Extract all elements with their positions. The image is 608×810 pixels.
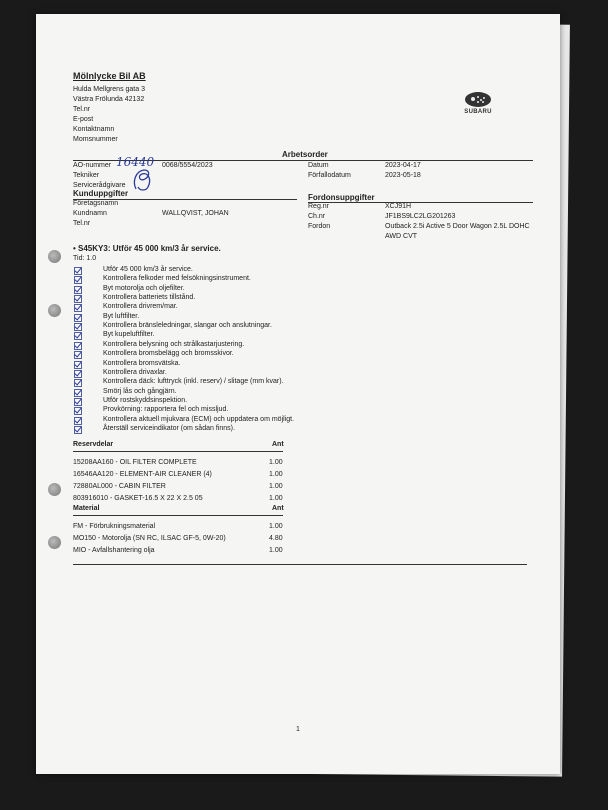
service-item: Kontrollera drivaxlar. (103, 368, 167, 376)
company-name: Mölnlycke Bil AB (73, 71, 146, 81)
punch-hole (48, 536, 61, 549)
chassis-number-label: Ch.nr (308, 213, 326, 220)
vehicle-model-line1: Outback 2.5i Active 5 Door Wagon 2.5L DOHC (385, 223, 530, 230)
service-item: Kontrollera felkoder med felsökningsinstrument. (103, 275, 251, 283)
service-item: Kontrollera drivrem/mar. (103, 303, 178, 311)
service-item: Kontrollera belysning och strålkastarjustering. (103, 340, 245, 348)
parts-qty-heading: Ant (272, 441, 284, 448)
parts-row-quantity: 1.00 (269, 483, 283, 490)
checkbox-checked (74, 407, 82, 415)
customer-tel-label: Tel.nr (73, 220, 91, 227)
service-item: Utför 45 000 km/3 år service. (103, 266, 193, 273)
service-item: Smörj lås och gångjärn. (103, 387, 177, 395)
material-row-description: MIO - Avfallshantering olja (73, 547, 155, 554)
ao-number-handwritten: 16440 (116, 155, 155, 169)
parts-row-quantity: 1.00 (269, 495, 283, 502)
punch-hole (48, 483, 61, 496)
reg-number-value: XCJ91H (385, 203, 412, 210)
handwritten-signature (128, 167, 158, 193)
company-address-line1: Hulda Mellgrens gata 3 (73, 86, 145, 93)
service-item: Byt motorolja och oljefilter. (103, 284, 185, 292)
subaru-stars-icon (465, 92, 491, 107)
service-advisor-label: Servicerådgivare (73, 182, 126, 189)
customer-name-label: Kundnamn (73, 210, 107, 217)
parts-heading: Reservdelar (73, 441, 114, 448)
material-row-quantity: 1.00 (269, 547, 283, 554)
checkbox-checked (74, 379, 82, 387)
service-title: • S45KY3: Utför 45 000 km/3 år service. (73, 244, 221, 253)
company-address-line2: Västra Frölunda 42132 (73, 96, 145, 103)
due-date-value: 2023-05-18 (385, 172, 421, 179)
service-item: Kontrollera bromsbelägg och bromsskivor. (103, 350, 234, 358)
divider (73, 451, 283, 452)
material-row-description: FM - Förbrukningsmaterial (73, 523, 156, 530)
company-vat-label: Momsnummer (73, 136, 118, 143)
punch-hole (48, 304, 61, 317)
due-date-label: Förfallodatum (308, 172, 351, 179)
material-qty-heading: Ant (272, 505, 284, 512)
parts-row-quantity: 1.00 (269, 471, 283, 478)
service-item: Byt kupeluftfilter. (103, 331, 155, 339)
technician-label: Tekniker (73, 172, 100, 179)
customer-heading: Kunduppgifter (73, 189, 129, 198)
reg-number-label: Reg.nr (308, 203, 330, 210)
subaru-logo-text: SUBARU (464, 109, 492, 115)
punch-hole (48, 250, 61, 263)
service-item: Kontrollera bränsleledningar, slangar och anslutningar. (103, 322, 272, 330)
service-item: Kontrollera däck: lufttryck (inkl. reserv) / slitage (mm kvar). (103, 378, 284, 386)
vehicle-heading: Fordonsuppgifter (308, 193, 375, 202)
checkbox-checked (74, 304, 82, 312)
material-row-quantity: 1.00 (269, 523, 283, 530)
service-item: Utför rostskyddsinspektion. (103, 396, 188, 404)
parts-row-quantity: 1.00 (269, 459, 283, 466)
service-item: Kontrollera bromsvätska. (103, 359, 181, 367)
parts-row-description: 16546AA120 - ELEMENT-AIR CLEANER (4) (73, 471, 212, 478)
company-tel-label: Tel.nr (73, 106, 91, 113)
chassis-number-value: JF1BS9LC2LG201263 (385, 213, 456, 220)
material-row-quantity: 4.80 (269, 535, 283, 542)
customer-name-value: WALLQVIST, JOHAN (162, 210, 229, 217)
date-value: 2023-04-17 (385, 162, 421, 169)
parts-row-description: 15208AA160 - OIL FILTER COMPLETE (73, 459, 197, 466)
service-item: Kontrollera aktuell mjukvara (ECM) och uppdatera om möjligt. (103, 415, 295, 423)
service-time: Tid: 1.0 (73, 255, 97, 262)
ao-number-value: 0068/5554/2023 (162, 162, 213, 169)
company-contact-label: Kontaktnamn (73, 126, 115, 133)
divider (73, 515, 283, 516)
checkbox-checked (74, 351, 82, 359)
service-item: Byt luftfilter. (103, 312, 140, 320)
checkbox-checked (74, 426, 82, 434)
company-email-label: E-post (73, 116, 94, 123)
subaru-logo (458, 92, 498, 115)
parts-row-description: 72880AL000 - CABIN FILTER (73, 483, 166, 490)
company-name-label: Företagsnamn (73, 200, 119, 207)
divider (73, 564, 527, 565)
document-title: Arbetsorder (282, 150, 328, 159)
vehicle-label: Fordon (308, 223, 331, 230)
divider (308, 202, 533, 203)
service-item: Kontrollera batteriets tillstånd. (103, 294, 196, 302)
service-item: Provkörning: rapportera fel och missljud. (103, 406, 229, 414)
material-heading: Material (73, 505, 100, 512)
material-row-description: MO150 - Motorolja (SN RC, ILSAC GF-5, 0W-20) (73, 535, 226, 542)
ao-number-label: AO-nummer (73, 162, 112, 169)
page-number: 1 (296, 726, 300, 733)
date-label: Datum (308, 162, 329, 169)
vehicle-model-line2: AWD CVT (385, 233, 418, 240)
parts-row-description: 803916010 - GASKET-16.5 X 22 X 2.5 05 (73, 495, 203, 502)
checkbox-checked (74, 276, 82, 284)
service-item: Återställ serviceindikator (om sådan finns). (103, 424, 235, 432)
